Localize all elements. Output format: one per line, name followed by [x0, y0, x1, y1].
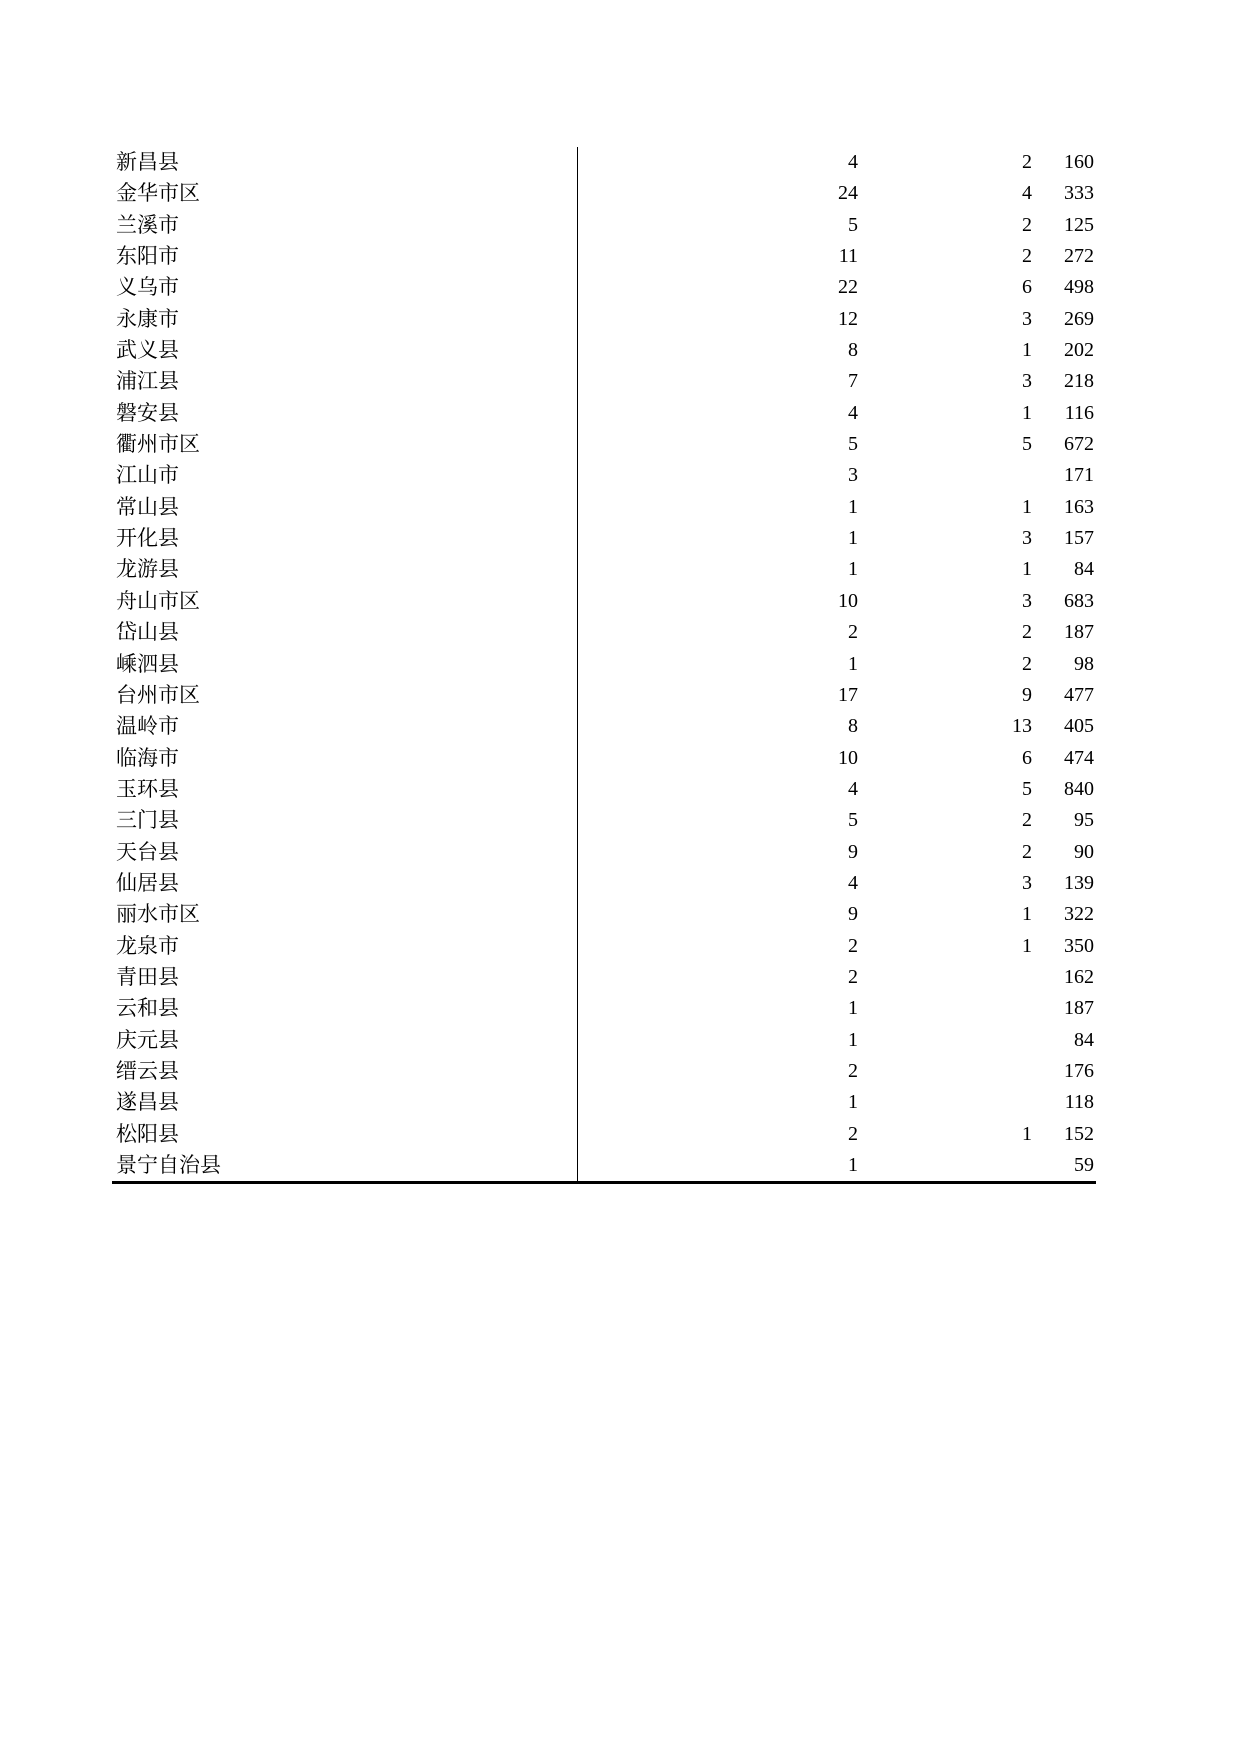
value-col-2: 1 [1022, 339, 1032, 362]
table-row [112, 523, 1096, 554]
value-col-3: 162 [1064, 965, 1094, 988]
value-col-3: 269 [1064, 307, 1094, 330]
column-divider [577, 147, 578, 1184]
table-row [112, 774, 1096, 805]
value-col-1: 1 [848, 558, 858, 581]
table-row [112, 1056, 1096, 1087]
value-col-2: 2 [1022, 809, 1032, 832]
value-col-1: 10 [838, 746, 858, 769]
region-name: 武义县 [116, 338, 179, 363]
region-name: 云和县 [116, 996, 179, 1021]
value-col-2: 2 [1022, 840, 1032, 863]
value-col-1: 22 [838, 276, 858, 299]
region-name: 仙居县 [116, 870, 179, 895]
value-col-3: 333 [1064, 182, 1094, 205]
region-name: 磐安县 [116, 400, 179, 425]
table-row [112, 711, 1096, 742]
table-row [112, 492, 1096, 523]
table-row [112, 398, 1096, 429]
value-col-1: 2 [848, 1122, 858, 1145]
value-col-1: 17 [838, 683, 858, 706]
value-col-1: 1 [848, 1028, 858, 1051]
value-col-1: 4 [848, 871, 858, 894]
table-row [112, 868, 1096, 899]
value-col-3: 139 [1064, 871, 1094, 894]
value-col-3: 176 [1064, 1059, 1094, 1082]
value-col-1: 10 [838, 589, 858, 612]
region-name: 三门县 [116, 808, 179, 833]
region-name: 丽水市区 [116, 902, 200, 927]
value-col-1: 4 [848, 401, 858, 424]
value-col-3: 160 [1064, 151, 1094, 173]
value-col-2: 1 [1022, 934, 1032, 957]
region-name: 玉环县 [116, 776, 179, 801]
region-name: 兰溪市 [116, 212, 179, 237]
value-col-3: 672 [1064, 433, 1094, 456]
table-row [112, 962, 1096, 993]
value-col-3: 95 [1074, 809, 1094, 832]
value-col-3: 477 [1064, 683, 1094, 706]
value-col-2: 1 [1022, 903, 1032, 926]
value-col-3: 272 [1064, 245, 1094, 268]
value-col-2: 6 [1022, 746, 1032, 769]
value-col-3: 118 [1064, 1091, 1094, 1114]
value-col-1: 12 [838, 307, 858, 330]
value-col-1: 4 [848, 777, 858, 800]
table-row [112, 680, 1096, 711]
value-col-1: 1 [848, 1154, 858, 1176]
region-name: 东阳市 [116, 244, 179, 269]
table-row [112, 147, 1096, 178]
value-col-3: 98 [1074, 652, 1094, 675]
value-col-3: 187 [1064, 997, 1094, 1020]
value-col-3: 187 [1064, 621, 1094, 644]
value-col-1: 5 [848, 809, 858, 832]
value-col-3: 218 [1064, 370, 1094, 393]
table-row [112, 931, 1096, 962]
table-row [112, 554, 1096, 585]
region-name: 龙游县 [116, 557, 179, 582]
value-col-2: 9 [1022, 683, 1032, 706]
value-col-3: 322 [1064, 903, 1094, 926]
value-col-2: 1 [1022, 1122, 1032, 1145]
region-name: 遂昌县 [116, 1090, 179, 1115]
value-col-2: 5 [1022, 433, 1032, 456]
value-col-2: 2 [1022, 652, 1032, 675]
value-col-3: 171 [1064, 464, 1094, 487]
region-name: 临海市 [116, 745, 179, 770]
value-col-1: 3 [848, 464, 858, 487]
value-col-1: 5 [848, 433, 858, 456]
region-name: 青田县 [116, 964, 179, 989]
table-row [112, 743, 1096, 774]
value-col-3: 125 [1064, 213, 1094, 236]
region-name: 岱山县 [116, 620, 179, 645]
value-col-1: 24 [838, 182, 858, 205]
value-col-1: 8 [848, 339, 858, 362]
table-row [112, 1025, 1096, 1056]
value-col-1: 1 [848, 495, 858, 518]
table-row [112, 899, 1096, 930]
region-name: 松阳县 [116, 1121, 179, 1146]
value-col-1: 8 [848, 715, 858, 738]
table-row [112, 335, 1096, 366]
table-row [112, 460, 1096, 491]
table-row [112, 1087, 1096, 1118]
region-name: 龙泉市 [116, 933, 179, 958]
region-name: 景宁自治县 [116, 1153, 221, 1177]
value-col-3: 84 [1074, 558, 1094, 581]
region-name: 金华市区 [116, 181, 200, 206]
region-name: 舟山市区 [116, 588, 200, 613]
table-row [112, 210, 1096, 241]
value-col-2: 3 [1022, 307, 1032, 330]
region-name: 天台县 [116, 839, 179, 864]
value-col-1: 4 [848, 151, 858, 173]
value-col-3: 59 [1074, 1154, 1094, 1176]
value-col-3: 350 [1064, 934, 1094, 957]
value-col-2: 4 [1022, 182, 1032, 205]
region-name: 庆元县 [116, 1027, 179, 1052]
value-col-2: 2 [1022, 151, 1032, 173]
table-row [112, 649, 1096, 680]
value-col-3: 90 [1074, 840, 1094, 863]
table-row [112, 304, 1096, 335]
region-name: 开化县 [116, 526, 179, 551]
region-name: 江山市 [116, 463, 179, 488]
value-col-1: 5 [848, 213, 858, 236]
value-col-2: 2 [1022, 213, 1032, 236]
value-col-2: 6 [1022, 276, 1032, 299]
value-col-2: 1 [1022, 558, 1032, 581]
value-col-1: 9 [848, 903, 858, 926]
value-col-3: 840 [1064, 777, 1094, 800]
region-name: 缙云县 [116, 1058, 179, 1083]
value-col-2: 2 [1022, 245, 1032, 268]
value-col-2: 1 [1022, 401, 1032, 424]
value-col-1: 2 [848, 934, 858, 957]
value-col-3: 683 [1064, 589, 1094, 612]
table-row [112, 272, 1096, 303]
table-row [112, 178, 1096, 209]
value-col-2: 1 [1022, 495, 1032, 518]
table-row [112, 805, 1096, 836]
value-col-1: 2 [848, 965, 858, 988]
value-col-1: 2 [848, 621, 858, 644]
statistics-table [112, 147, 1096, 1184]
value-col-3: 202 [1064, 339, 1094, 362]
region-name: 嵊泗县 [116, 651, 179, 676]
value-col-3: 157 [1064, 527, 1094, 550]
table-row [112, 241, 1096, 272]
region-name: 常山县 [116, 494, 179, 519]
value-col-2: 13 [1012, 715, 1032, 738]
value-col-3: 498 [1064, 276, 1094, 299]
region-name: 台州市区 [116, 682, 200, 707]
value-col-3: 152 [1064, 1122, 1094, 1145]
table-row [112, 1119, 1096, 1150]
value-col-3: 474 [1064, 746, 1094, 769]
region-name: 新昌县 [116, 150, 179, 174]
table-row [112, 429, 1096, 460]
table-row [112, 586, 1096, 617]
value-col-1: 11 [838, 245, 858, 268]
table-row [112, 617, 1096, 648]
value-col-1: 7 [848, 370, 858, 393]
value-col-3: 116 [1064, 401, 1094, 424]
value-col-1: 9 [848, 840, 858, 863]
region-name: 温岭市 [116, 714, 179, 739]
value-col-3: 163 [1064, 495, 1094, 518]
value-col-2: 5 [1022, 777, 1032, 800]
table-row [112, 1150, 1096, 1181]
value-col-3: 405 [1064, 715, 1094, 738]
value-col-2: 3 [1022, 370, 1032, 393]
value-col-2: 3 [1022, 871, 1032, 894]
value-col-1: 1 [848, 527, 858, 550]
value-col-2: 2 [1022, 621, 1032, 644]
value-col-1: 1 [848, 997, 858, 1020]
region-name: 义乌市 [116, 275, 179, 300]
table-row [112, 366, 1096, 397]
value-col-2: 3 [1022, 527, 1032, 550]
table-row [112, 837, 1096, 868]
value-col-1: 1 [848, 1091, 858, 1114]
table-row [112, 993, 1096, 1024]
region-name: 永康市 [116, 306, 179, 331]
value-col-3: 84 [1074, 1028, 1094, 1051]
value-col-2: 3 [1022, 589, 1032, 612]
value-col-1: 1 [848, 652, 858, 675]
region-name: 衢州市区 [116, 432, 200, 457]
region-name: 浦江县 [116, 369, 179, 394]
value-col-1: 2 [848, 1059, 858, 1082]
